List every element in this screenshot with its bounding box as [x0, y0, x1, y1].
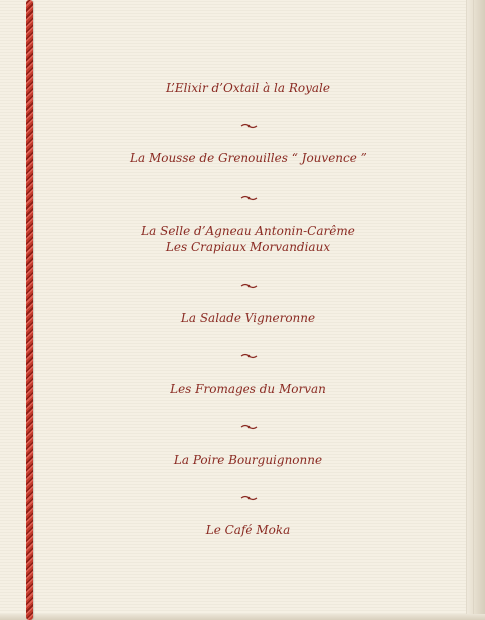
- course-lamb: La Selle d’Agneau Antonin-Carême: [141, 224, 355, 238]
- course-soup: L’Elixir d’Oxtail à la Royale: [166, 81, 330, 95]
- page-edge-bottom: [0, 614, 485, 620]
- flourish-ornament-icon: [240, 123, 258, 129]
- course-coffee: Le Café Moka: [205, 523, 291, 537]
- flourish-ornament-icon: [240, 353, 258, 359]
- course-crapiaux: Les Crapiaux Morvandiaux: [165, 240, 331, 254]
- flourish-ornament-icon: [240, 495, 258, 501]
- course-cheese: Les Fromages du Morvan: [170, 382, 326, 396]
- course-pear: La Poire Bourguignonne: [173, 453, 323, 467]
- flourish-ornament-icon: [240, 424, 258, 430]
- course-salad: La Salade Vigneronne: [180, 311, 316, 325]
- flourish-ornament-icon: [240, 195, 258, 201]
- flourish-ornament-icon: [240, 283, 258, 289]
- page-edge-right: [466, 0, 485, 620]
- course-frogs: La Mousse de Grenouilles “ Jouvence ”: [130, 151, 367, 165]
- binding-cord: [26, 0, 33, 620]
